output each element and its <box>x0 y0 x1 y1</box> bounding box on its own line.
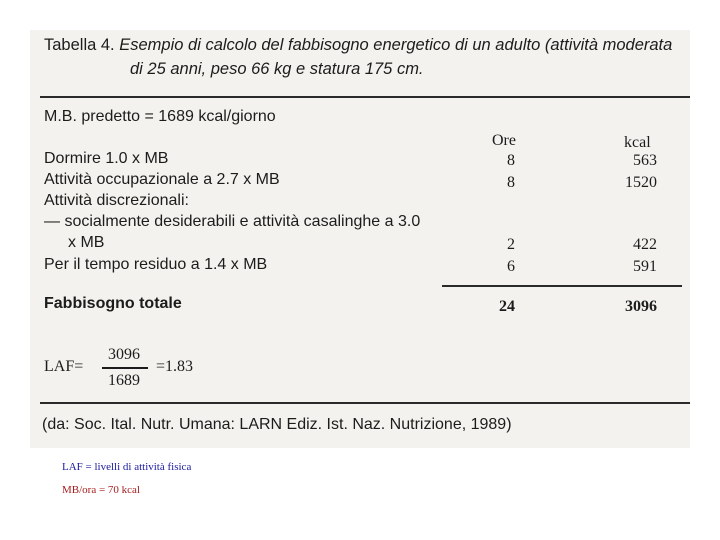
table-number: Tabella 4. <box>44 36 115 54</box>
row-label: Dormire 1.0 x MB <box>44 150 169 167</box>
row-label: — socialmente desiderabili e attività casalinghe a 3.0 <box>44 213 421 230</box>
row-kcal: 422 <box>633 236 657 253</box>
table-title-line-2: di 25 anni, peso 66 kg e statura 175 cm. <box>130 60 424 78</box>
total-ore: 24 <box>499 298 515 315</box>
fraction-bar <box>102 367 148 369</box>
row-kcal: 1520 <box>625 174 657 191</box>
row-ore: 2 <box>507 236 515 253</box>
mb-predicted: M.B. predetto = 1689 kcal/giorno <box>44 108 276 125</box>
bottom-rule <box>40 402 690 404</box>
row-label: Attività occupazionale a 2.7 x MB <box>44 171 280 188</box>
table-source: (da: Soc. Ital. Nutr. Umana: LARN Ediz. Ist. Naz. Nutrizione, 1989) <box>42 416 512 433</box>
total-label: Fabbisogno totale <box>44 295 182 312</box>
row-label: Attività discrezionali: <box>44 192 189 209</box>
row-ore: 6 <box>507 258 515 275</box>
laf-result: =1.83 <box>156 358 194 375</box>
totals-rule <box>442 285 682 287</box>
table-title-text: Esempio di calcolo del fabbisogno energetico di un adulto (attività moderata <box>119 36 673 54</box>
laf-denominator: 1689 <box>108 372 140 389</box>
row-kcal: 563 <box>633 152 657 169</box>
row-kcal: 591 <box>633 258 657 275</box>
row-label: Per il tempo residuo a 1.4 x MB <box>44 256 268 273</box>
laf-numerator: 3096 <box>108 346 140 363</box>
total-kcal: 3096 <box>625 298 657 315</box>
column-header-kcal: kcal <box>624 134 651 151</box>
laf-label: LAF= <box>44 358 84 375</box>
laf-definition-note: LAF = livelli di attività fisica <box>62 461 192 473</box>
row-ore: 8 <box>507 152 515 169</box>
row-label: x MB <box>68 234 105 251</box>
mb-rate-note: MB/ora = 70 kcal <box>62 484 140 496</box>
table-title-line-1 <box>44 36 672 55</box>
scanned-table-image <box>30 30 690 448</box>
top-rule <box>40 96 690 98</box>
column-header-ore: Ore <box>492 132 516 149</box>
row-ore: 8 <box>507 174 515 191</box>
